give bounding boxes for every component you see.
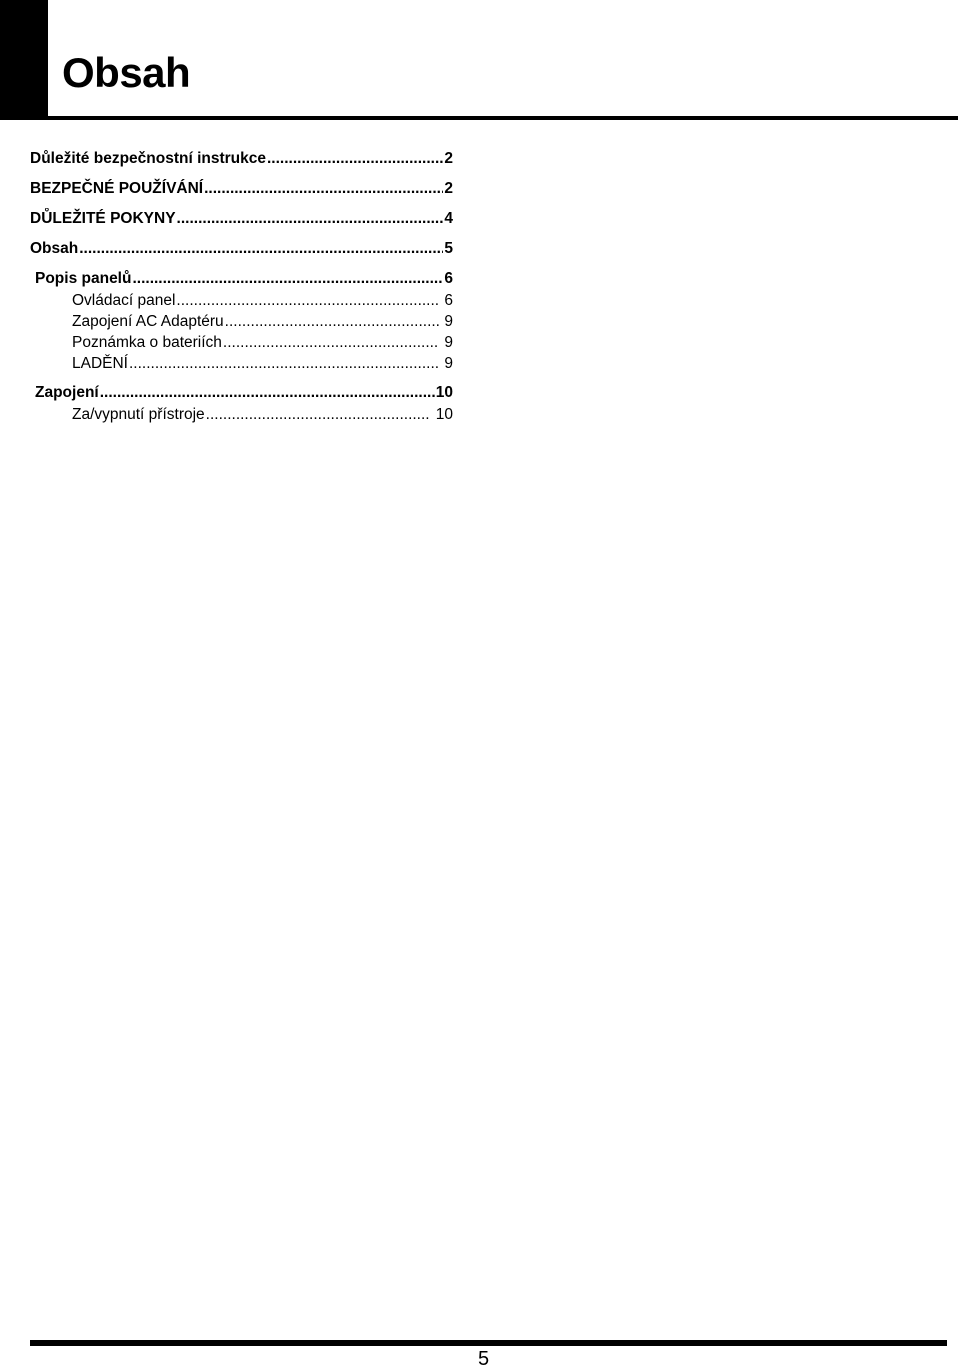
- table-of-contents: [30, 148, 453, 425]
- toc-leader-dots: [204, 178, 443, 200]
- toc-entry[interactable]: [30, 238, 453, 268]
- toc-entry-page: 9: [444, 334, 453, 351]
- toc-entry-page: 9: [444, 313, 453, 330]
- page-number: 5: [478, 1348, 490, 1370]
- page-title: Obsah: [62, 49, 191, 96]
- toc-entry[interactable]: [30, 178, 453, 208]
- toc-entry[interactable]: [30, 268, 453, 290]
- toc-entry-label: Důležité bezpečnostní instrukce: [30, 150, 266, 167]
- toc-leader-dots: [225, 311, 440, 332]
- toc-leader-dots: [177, 208, 444, 230]
- toc-leader-dots: [129, 353, 439, 374]
- toc-entry-page: 2: [444, 150, 453, 167]
- toc-entry-page: 10: [435, 406, 453, 423]
- toc-entry-label: Zapojení AC Adaptéru: [72, 313, 224, 330]
- toc-entry[interactable]: [30, 208, 453, 238]
- toc-leader-dots: [79, 238, 443, 260]
- toc-entry[interactable]: [30, 382, 453, 404]
- footer-rule: [30, 1340, 947, 1346]
- toc-entry[interactable]: [30, 404, 453, 425]
- toc-entry-page: 10: [435, 384, 453, 401]
- toc-entry-label: Ovládací panel: [72, 292, 176, 309]
- toc-entry-label: DŮLEŽITÉ POKYNY: [30, 210, 176, 227]
- toc-leader-dots: [176, 290, 439, 311]
- toc-entry-page: 2: [444, 180, 453, 197]
- toc-entry[interactable]: [30, 311, 453, 332]
- toc-entry[interactable]: [30, 332, 453, 353]
- toc-entry[interactable]: [30, 290, 453, 311]
- toc-entry[interactable]: [30, 148, 453, 178]
- toc-leader-dots: [132, 268, 443, 290]
- toc-leader-dots: [100, 382, 435, 404]
- toc-entry-label: Zapojení: [35, 384, 99, 401]
- toc-entry-label: LADĚNÍ: [72, 355, 128, 372]
- toc-entry-label: Za/vypnutí přístroje: [72, 406, 205, 423]
- header-rule: [0, 116, 958, 120]
- toc-leader-dots: [223, 332, 439, 353]
- toc-leader-dots: [267, 148, 443, 170]
- toc-entry-page: 5: [444, 240, 453, 257]
- toc-entry-page: 4: [444, 210, 453, 227]
- toc-entry-label: Poznámka o bateriích: [72, 334, 222, 351]
- toc-entry[interactable]: [30, 353, 453, 374]
- toc-leader-dots: [206, 404, 431, 425]
- toc-entry-page: 9: [444, 355, 453, 372]
- toc-entry-label: BEZPEČNÉ POUŽÍVÁNÍ: [30, 180, 204, 197]
- toc-entry-page: 6: [444, 270, 453, 287]
- toc-entry-label: Popis panelů: [35, 270, 132, 287]
- toc-entry-page: 6: [444, 292, 453, 309]
- toc-entry-label: Obsah: [30, 240, 79, 257]
- header-black-bar: [0, 0, 48, 120]
